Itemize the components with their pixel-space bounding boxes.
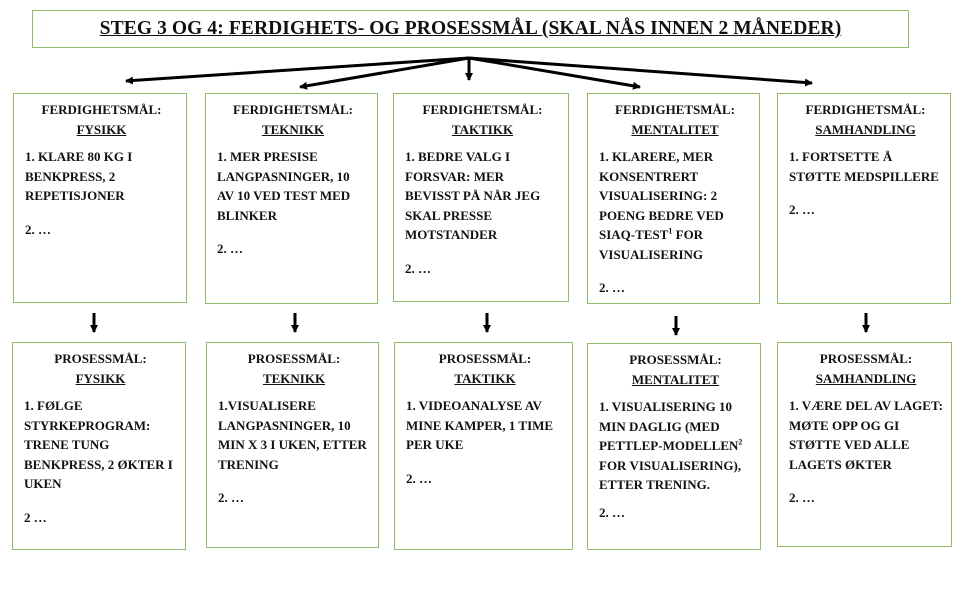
skill-goal-teknikk xyxy=(205,93,378,304)
box-category: SAMHANDLING xyxy=(815,370,917,386)
goal-item-1: 1.VISUALISERE LANGPASNINGER, 10 MIN X 3 I UKEN, ETTER TRENING xyxy=(218,398,367,472)
box-category: MENTALITET xyxy=(631,371,720,387)
box-category: MENTALITET xyxy=(631,121,719,137)
box-category: SAMHANDLING xyxy=(815,121,916,137)
box-heading: PROSESSMÅL: xyxy=(819,351,913,366)
goal-item-2: 2. … xyxy=(789,202,815,217)
goal-item-1: 1. BEDRE VALG I FORSVAR: MER BEVISST PÅ NÅR JEG SKAL PRESSE MOTSTANDER xyxy=(405,149,541,242)
process-goal-mentalitet xyxy=(587,343,761,550)
process-goal-samhandling xyxy=(777,342,952,547)
box-category: FYSIKK xyxy=(76,121,127,137)
goal-item-1: 1. FORTSETTE Å STØTTE MEDSPILLERE xyxy=(789,149,939,184)
goal-item-2: 2. … xyxy=(599,280,625,295)
goal-item-1: 1. VÆRE DEL AV LAGET: MØTE OPP OG GI STØTTE VED ALLE LAGETS ØKTER xyxy=(789,398,944,472)
box-heading: PROSESSMÅL: xyxy=(247,351,341,366)
box-category: TAKTIKK xyxy=(451,121,514,137)
process-goal-fysikk xyxy=(12,342,186,550)
skill-goal-fysikk xyxy=(13,93,187,303)
box-heading: PROSESSMÅL: xyxy=(438,351,532,366)
goal-item-2: 2 … xyxy=(24,509,47,525)
goal-item-2: 2. … xyxy=(599,504,625,520)
goal-item-1: 1. FØLGE STYRKEPROGRAM: TRENE TUNG BENKPRESS, 2 ØKTER I UKEN xyxy=(24,398,173,491)
process-goal-teknikk xyxy=(206,342,379,548)
skill-goal-taktikk xyxy=(393,93,569,302)
goal-item-1: 1. KLARE 80 KG I BENKPRESS, 2 REPETISJONER xyxy=(25,149,133,203)
box-heading: FERDIGHETSMÅL: xyxy=(41,102,162,117)
box-category: FYSIKK xyxy=(75,370,126,386)
goal-item-2: 2. … xyxy=(218,490,244,505)
box-heading: PROSESSMÅL: xyxy=(629,352,722,367)
box-heading: FERDIGHETSMÅL: xyxy=(805,102,926,117)
goal-item-1: 1. KLARERE, MER KONSENTRERT VISUALISERING: 2 POENG BEDRE VED SIAQ-TEST$^1$ FOR VISUALISERING xyxy=(599,149,724,262)
goal-item-1: 1. VIDEOANALYSE AV MINE KAMPER, 1 TIME PER UKE xyxy=(406,398,554,452)
goal-item-2: 2. … xyxy=(25,221,51,237)
box-heading: PROSESSMÅL: xyxy=(54,351,147,366)
arrow-title-to-mentalitet xyxy=(469,58,640,87)
skill-goal-mentalitet xyxy=(587,93,760,304)
goal-item-2: 2. … xyxy=(789,490,815,505)
goal-item-2: 2. … xyxy=(217,241,243,256)
box-heading: FERDIGHETSMÅL: xyxy=(233,102,353,117)
arrow-title-to-samhandling xyxy=(469,58,812,83)
goal-item-2: 2. … xyxy=(406,470,432,486)
footnote-marker: 2 xyxy=(738,437,743,447)
goal-item-1: 1. VISUALISERING 10 MIN DAGLIG (MED PETTLEP-MODELLEN$^2$ FOR VISUALISERING), ETTER TRENING. xyxy=(599,399,743,492)
box-heading: FERDIGHETSMÅL: xyxy=(615,102,735,117)
arrow-title-to-fysikk xyxy=(126,58,469,81)
box-heading: FERDIGHETSMÅL: xyxy=(422,102,543,117)
box-category: TEKNIKK xyxy=(261,121,325,137)
diagram-title: STEG 3 OG 4: FERDIGHETS- OG PROSESSMÅL (SKAL NÅS INNEN 2 MÅNEDER) xyxy=(99,18,842,39)
skill-goal-samhandling xyxy=(777,93,951,304)
footnote-marker: 1 xyxy=(668,226,673,236)
goal-item-1: 1. MER PRESISE LANGPASNINGER, 10 AV 10 VED TEST MED BLINKER xyxy=(217,149,351,223)
process-goal-taktikk xyxy=(394,342,573,550)
box-category: TEKNIKK xyxy=(262,370,326,386)
box-category: TAKTIKK xyxy=(454,370,516,386)
goal-item-2: 2. … xyxy=(405,260,431,276)
